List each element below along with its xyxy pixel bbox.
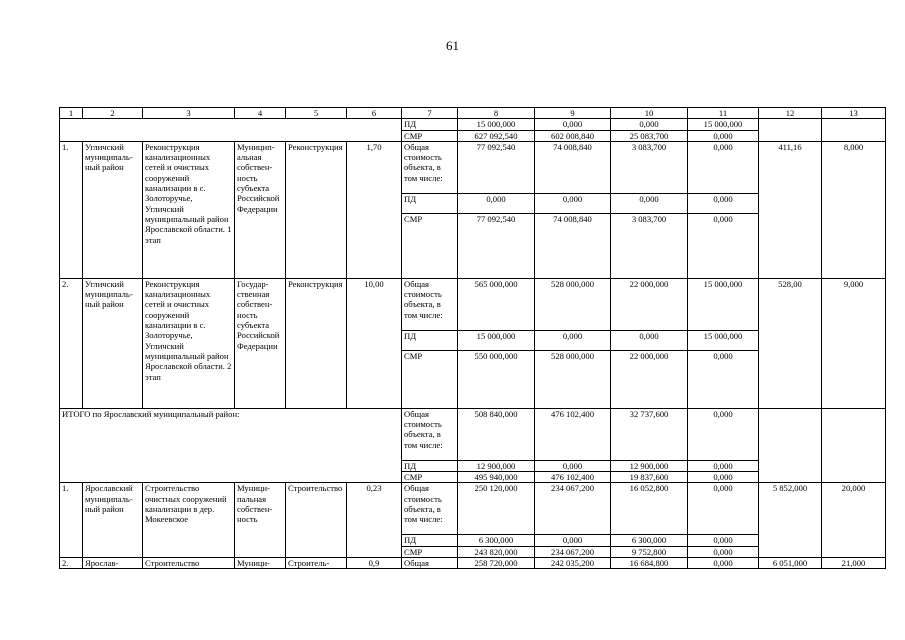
value-cell: 74 008,840 — [535, 141, 611, 193]
row-label: Общая стоимость объекта, в том числе: — [402, 483, 458, 535]
page-number: 61 — [446, 38, 459, 53]
object-total-row — [60, 558, 886, 569]
investment-table — [59, 107, 886, 569]
carry-pd-row — [60, 119, 886, 130]
header-cell: 10 — [611, 108, 688, 119]
row-label: СМР — [402, 130, 458, 141]
object-c13: 21,000 — [822, 558, 886, 569]
object-c13: 9,000 — [822, 278, 886, 408]
object-district: Угличский муниципальный район — [83, 141, 143, 278]
value-cell: 627 092,540 — [458, 130, 535, 141]
header-cell: 13 — [822, 108, 886, 119]
header-cell: 1 — [60, 108, 83, 119]
value-cell: 0,000 — [688, 213, 759, 278]
value-cell: 0,000 — [535, 119, 611, 130]
object-kind: Реконструкция — [286, 278, 347, 408]
value-cell: 0,000 — [688, 408, 759, 460]
value-cell: 495 940,000 — [458, 472, 535, 483]
object-number: 2. — [60, 278, 83, 408]
object-c12: 6 051,000 — [759, 558, 822, 569]
row-label: Общая — [402, 558, 458, 569]
blank-cell — [822, 119, 886, 142]
value-cell: 15 000,000 — [688, 278, 759, 330]
value-cell: 0,000 — [688, 130, 759, 141]
row-label: ПД — [402, 119, 458, 130]
object-total-row — [60, 141, 886, 193]
value-cell: 0,000 — [688, 460, 759, 471]
blank-cell — [822, 408, 886, 483]
object-number: 1. — [60, 141, 83, 278]
object-owner: Муниципальная собственность — [235, 483, 286, 558]
row-label: ПД — [402, 193, 458, 213]
value-cell: 15 000,000 — [458, 119, 535, 130]
value-cell: 0,000 — [688, 141, 759, 193]
value-cell: 12 900,000 — [611, 460, 688, 471]
object-capacity: 1,70 — [347, 141, 402, 278]
value-cell: 12 900,000 — [458, 460, 535, 471]
object-owner: Государственная собственность субъекта Российской Федерации — [235, 278, 286, 408]
value-cell: 0,000 — [611, 330, 688, 350]
object-owner: Муници- — [235, 558, 286, 569]
row-label: ПД — [402, 330, 458, 350]
value-cell: 0,000 — [688, 350, 759, 408]
value-cell: 0,000 — [458, 193, 535, 213]
object-capacity: 0,23 — [347, 483, 402, 558]
value-cell: 77 092,540 — [458, 213, 535, 278]
value-cell: 243 820,000 — [458, 546, 535, 557]
header-cell: 2 — [83, 108, 143, 119]
value-cell: 3 083,700 — [611, 141, 688, 193]
value-cell: 0,000 — [688, 546, 759, 557]
object-number: 2. — [60, 558, 83, 569]
value-cell: 0,000 — [688, 483, 759, 535]
value-cell: 0,000 — [611, 193, 688, 213]
object-capacity: 10,00 — [347, 278, 402, 408]
object-c12: 411,16 — [759, 141, 822, 278]
value-cell: 6 300,000 — [458, 535, 535, 546]
row-label: Общая стоимость объекта, в том числе: — [402, 278, 458, 330]
header-cell: 9 — [535, 108, 611, 119]
value-cell: 22 000,000 — [611, 278, 688, 330]
object-owner: Муниципальная собственность субъекта Российской Федерации — [235, 141, 286, 278]
value-cell: 565 000,000 — [458, 278, 535, 330]
header-cell: 8 — [458, 108, 535, 119]
value-cell: 15 000,000 — [688, 330, 759, 350]
object-name: Строительство — [143, 558, 235, 569]
object-kind: Реконструкция — [286, 141, 347, 278]
object-district: Ярослав- — [83, 558, 143, 569]
row-label: Общая стоимость объекта, в том числе: — [402, 141, 458, 193]
row-label: ПД — [402, 460, 458, 471]
object-c12: 5 852,000 — [759, 483, 822, 558]
header-cell: 12 — [759, 108, 822, 119]
value-cell: 550 000,000 — [458, 350, 535, 408]
value-cell: 77 092,540 — [458, 141, 535, 193]
value-cell: 476 102,400 — [535, 408, 611, 460]
value-cell: 16 684,800 — [611, 558, 688, 569]
value-cell: 528 000,000 — [535, 278, 611, 330]
value-cell: 3 083,700 — [611, 213, 688, 278]
header-cell: 5 — [286, 108, 347, 119]
value-cell: 0,000 — [688, 472, 759, 483]
value-cell: 0,000 — [688, 558, 759, 569]
value-cell: 250 120,000 — [458, 483, 535, 535]
row-label: ПД — [402, 535, 458, 546]
value-cell: 6 300,000 — [611, 535, 688, 546]
itogo-total-row — [60, 408, 886, 460]
row-label: СМР — [402, 213, 458, 278]
value-cell: 234 067,200 — [535, 483, 611, 535]
value-cell: 234 067,200 — [535, 546, 611, 557]
object-number: 1. — [60, 483, 83, 558]
itogo-label: ИТОГО по Ярославский муниципальный район: — [60, 408, 402, 483]
value-cell: 528 000,000 — [535, 350, 611, 408]
value-cell: 0,000 — [611, 119, 688, 130]
value-cell: 74 008,840 — [535, 213, 611, 278]
value-cell: 25 083,700 — [611, 130, 688, 141]
object-total-row — [60, 278, 886, 330]
object-c12: 528,00 — [759, 278, 822, 408]
object-total-row — [60, 483, 886, 535]
value-cell: 508 840,000 — [458, 408, 535, 460]
object-kind: Строитель- — [286, 558, 347, 569]
value-cell: 22 000,000 — [611, 350, 688, 408]
object-c13: 20,000 — [822, 483, 886, 558]
object-district: Угличский муниципальный район — [83, 278, 143, 408]
header-cell: 11 — [688, 108, 759, 119]
object-kind: Строительство — [286, 483, 347, 558]
carry-blank — [60, 119, 402, 142]
value-cell: 0,000 — [535, 193, 611, 213]
value-cell: 0,000 — [535, 330, 611, 350]
value-cell: 19 837,600 — [611, 472, 688, 483]
header-cell: 7 — [402, 108, 458, 119]
object-c13: 8,000 — [822, 141, 886, 278]
value-cell: 0,000 — [688, 193, 759, 213]
value-cell: 15 000,000 — [458, 330, 535, 350]
value-cell: 258 720,000 — [458, 558, 535, 569]
value-cell: 242 035,200 — [535, 558, 611, 569]
value-cell: 16 052,800 — [611, 483, 688, 535]
object-capacity: 0,9 — [347, 558, 402, 569]
header-cell: 3 — [143, 108, 235, 119]
value-cell: 0,000 — [535, 535, 611, 546]
header-cell: 6 — [347, 108, 402, 119]
value-cell: 0,000 — [535, 460, 611, 471]
value-cell: 476 102,400 — [535, 472, 611, 483]
header-row — [60, 108, 886, 119]
object-name: Строительство очистных сооружений канализации в дер. Мокеевское — [143, 483, 235, 558]
value-cell: 32 737,600 — [611, 408, 688, 460]
value-cell: 9 752,800 — [611, 546, 688, 557]
blank-cell — [759, 119, 822, 142]
object-name: Реконструкция канализационных сетей и очистных сооружений канализации в с. Золоторучье, Угличский муниципальный район Ярославской области. 2 этап — [143, 278, 235, 408]
row-label: СМР — [402, 546, 458, 557]
blank-cell — [759, 408, 822, 483]
header-cell: 4 — [235, 108, 286, 119]
value-cell: 0,000 — [688, 535, 759, 546]
object-district: Ярославский муниципальный район — [83, 483, 143, 558]
value-cell: 602 008,840 — [535, 130, 611, 141]
value-cell: 15 000,000 — [688, 119, 759, 130]
row-label: СМР — [402, 472, 458, 483]
row-label: СМР — [402, 350, 458, 408]
object-name: Реконструкция канализационных сетей и очистных сооружений канализации в с. Золоторучье, Угличский муниципальный район Ярославской области. 1 этап — [143, 141, 235, 278]
row-label: Общая стоимость объекта, в том числе: — [402, 408, 458, 460]
